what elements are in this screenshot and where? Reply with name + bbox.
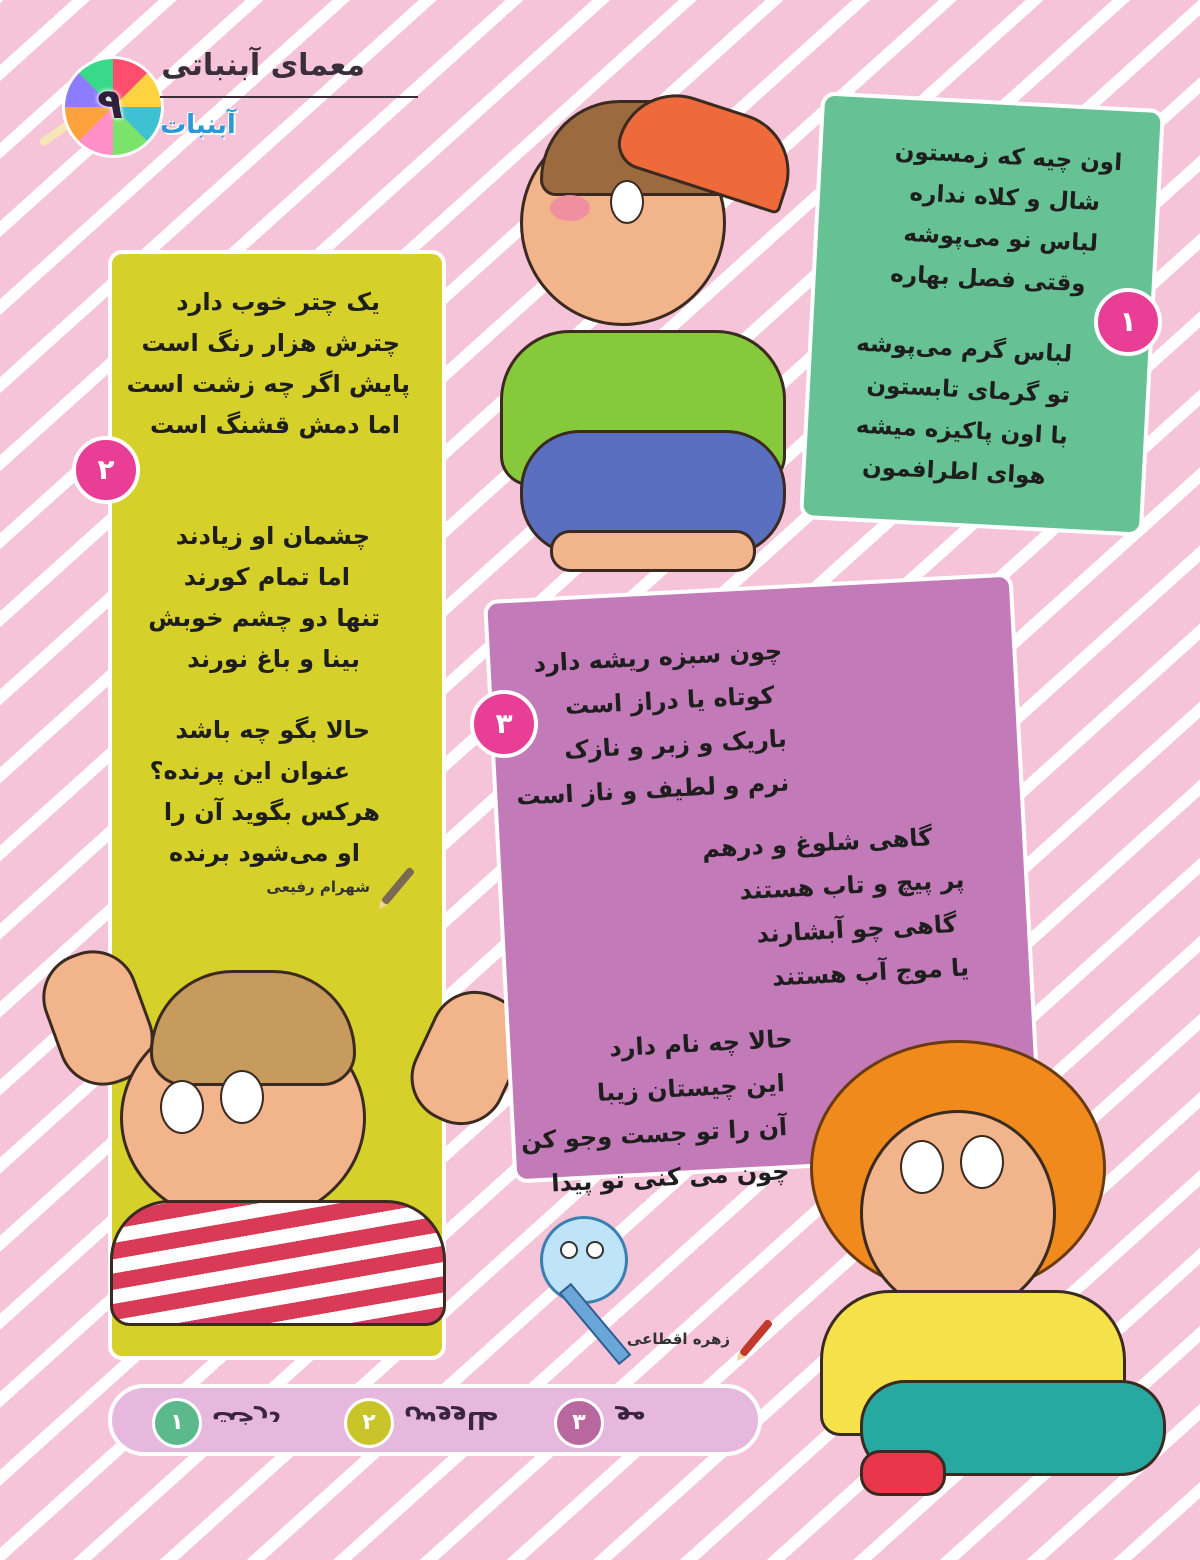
riddle-line: کوتاه یا دراز است	[564, 681, 776, 721]
riddle-line: لباس گرم می‌پوشه	[855, 330, 1073, 368]
riddle-line: حالا چه نام دارد	[608, 1024, 794, 1063]
riddle-line: تنها دو چشم خوبش	[148, 604, 380, 632]
riddle-line: اما تمام کورند	[183, 563, 350, 591]
answer-1-badge: ۱	[152, 1398, 202, 1448]
riddle-3-author: زهره اقطاعی	[626, 1330, 730, 1348]
riddle-line: لباس نو می‌پوشه	[902, 220, 1099, 257]
riddle-3-stanza-2	[520, 813, 981, 1012]
riddle-line: آن را تو جست وجو کن	[520, 1113, 788, 1156]
page-title: معمای آبنباتی	[161, 48, 365, 83]
curly-hair-boy-illustration	[800, 1040, 1170, 1520]
riddle-line: اون چیه که زمستون	[894, 138, 1123, 177]
riddle-line: گاهی چو آبشارند	[755, 909, 958, 949]
page-number: ۹	[97, 79, 123, 128]
riddle-line: پایش اگر چه زشت است	[126, 370, 410, 398]
riddle-2-stanza-2	[122, 516, 410, 680]
riddle-line: عنوان این پرنده؟	[149, 757, 350, 785]
answer-3-text: مو	[616, 1406, 646, 1434]
riddle-line: چترش هزار رنگ است	[141, 329, 400, 357]
riddle-1-number-badge: ۱	[1094, 288, 1162, 356]
riddle-1-stanza-2	[825, 322, 1113, 500]
brush-icon	[739, 1319, 773, 1358]
riddle-line: نرم و لطیف و ناز است	[515, 768, 790, 811]
riddle-line: چشمان او زیادند	[175, 522, 370, 550]
riddle-line: یک چتر خوب دارد	[176, 288, 380, 316]
riddle-line: بینا و باغ نورند	[187, 645, 360, 673]
title-underline	[160, 96, 418, 98]
brand-logo: آبنبات	[160, 110, 236, 140]
riddle-2-number-badge: ۲	[72, 436, 140, 504]
riddle-2-stanza-1	[122, 282, 410, 446]
riddle-1-stanza-1	[835, 128, 1123, 306]
riddle-line: حالا بگو چه باشد	[175, 716, 370, 744]
answer-2-badge: ۲	[344, 1398, 394, 1448]
riddle-2-author: شهرام رفیعی	[266, 878, 370, 896]
riddle-line: چون سبزه ریشه دارد	[532, 636, 783, 678]
lying-boy-illustration	[40, 930, 440, 1350]
riddle-line: شال و کلاه نداره	[908, 180, 1101, 217]
riddle-line: هوای اطرافمون	[861, 453, 1047, 490]
riddle-2-stanza-3	[122, 710, 410, 874]
thinking-boy-cap-illustration	[480, 100, 810, 580]
riddle-3-number-badge: ۳	[470, 690, 538, 758]
answer-bar	[108, 1384, 762, 1456]
riddle-line: اما دمش قشنگ است	[149, 411, 400, 439]
riddle-line: با اون پاکیزه میشه	[855, 412, 1069, 450]
riddle-line: وقتی فصل بهاره	[889, 261, 1087, 298]
riddle-line: باریک و زبر و نازک	[563, 724, 788, 765]
riddle-line: تو گرمای تابستون	[865, 372, 1071, 409]
answer-3-badge: ۳	[554, 1398, 604, 1448]
riddle-line: هرکس بگوید آن را	[163, 798, 380, 826]
riddle-line: چون می کنی تو پیدا	[550, 1157, 791, 1198]
riddle-line: او می‌شود برنده	[169, 839, 360, 867]
riddle-line: گاهی شلوغ و درهم	[701, 823, 933, 864]
lollipop-mascot-illustration	[540, 1216, 630, 1376]
answer-2-text: طاووس	[404, 1406, 499, 1434]
answer-1-text: درخت	[212, 1406, 281, 1434]
riddle-line: یا موج آب هستند	[771, 953, 970, 992]
riddle-3-stanza-1	[509, 619, 970, 818]
riddle-line: این چیستان زیبا	[596, 1069, 786, 1107]
riddle-line: پر پیچ و تاب هستند	[738, 865, 966, 906]
